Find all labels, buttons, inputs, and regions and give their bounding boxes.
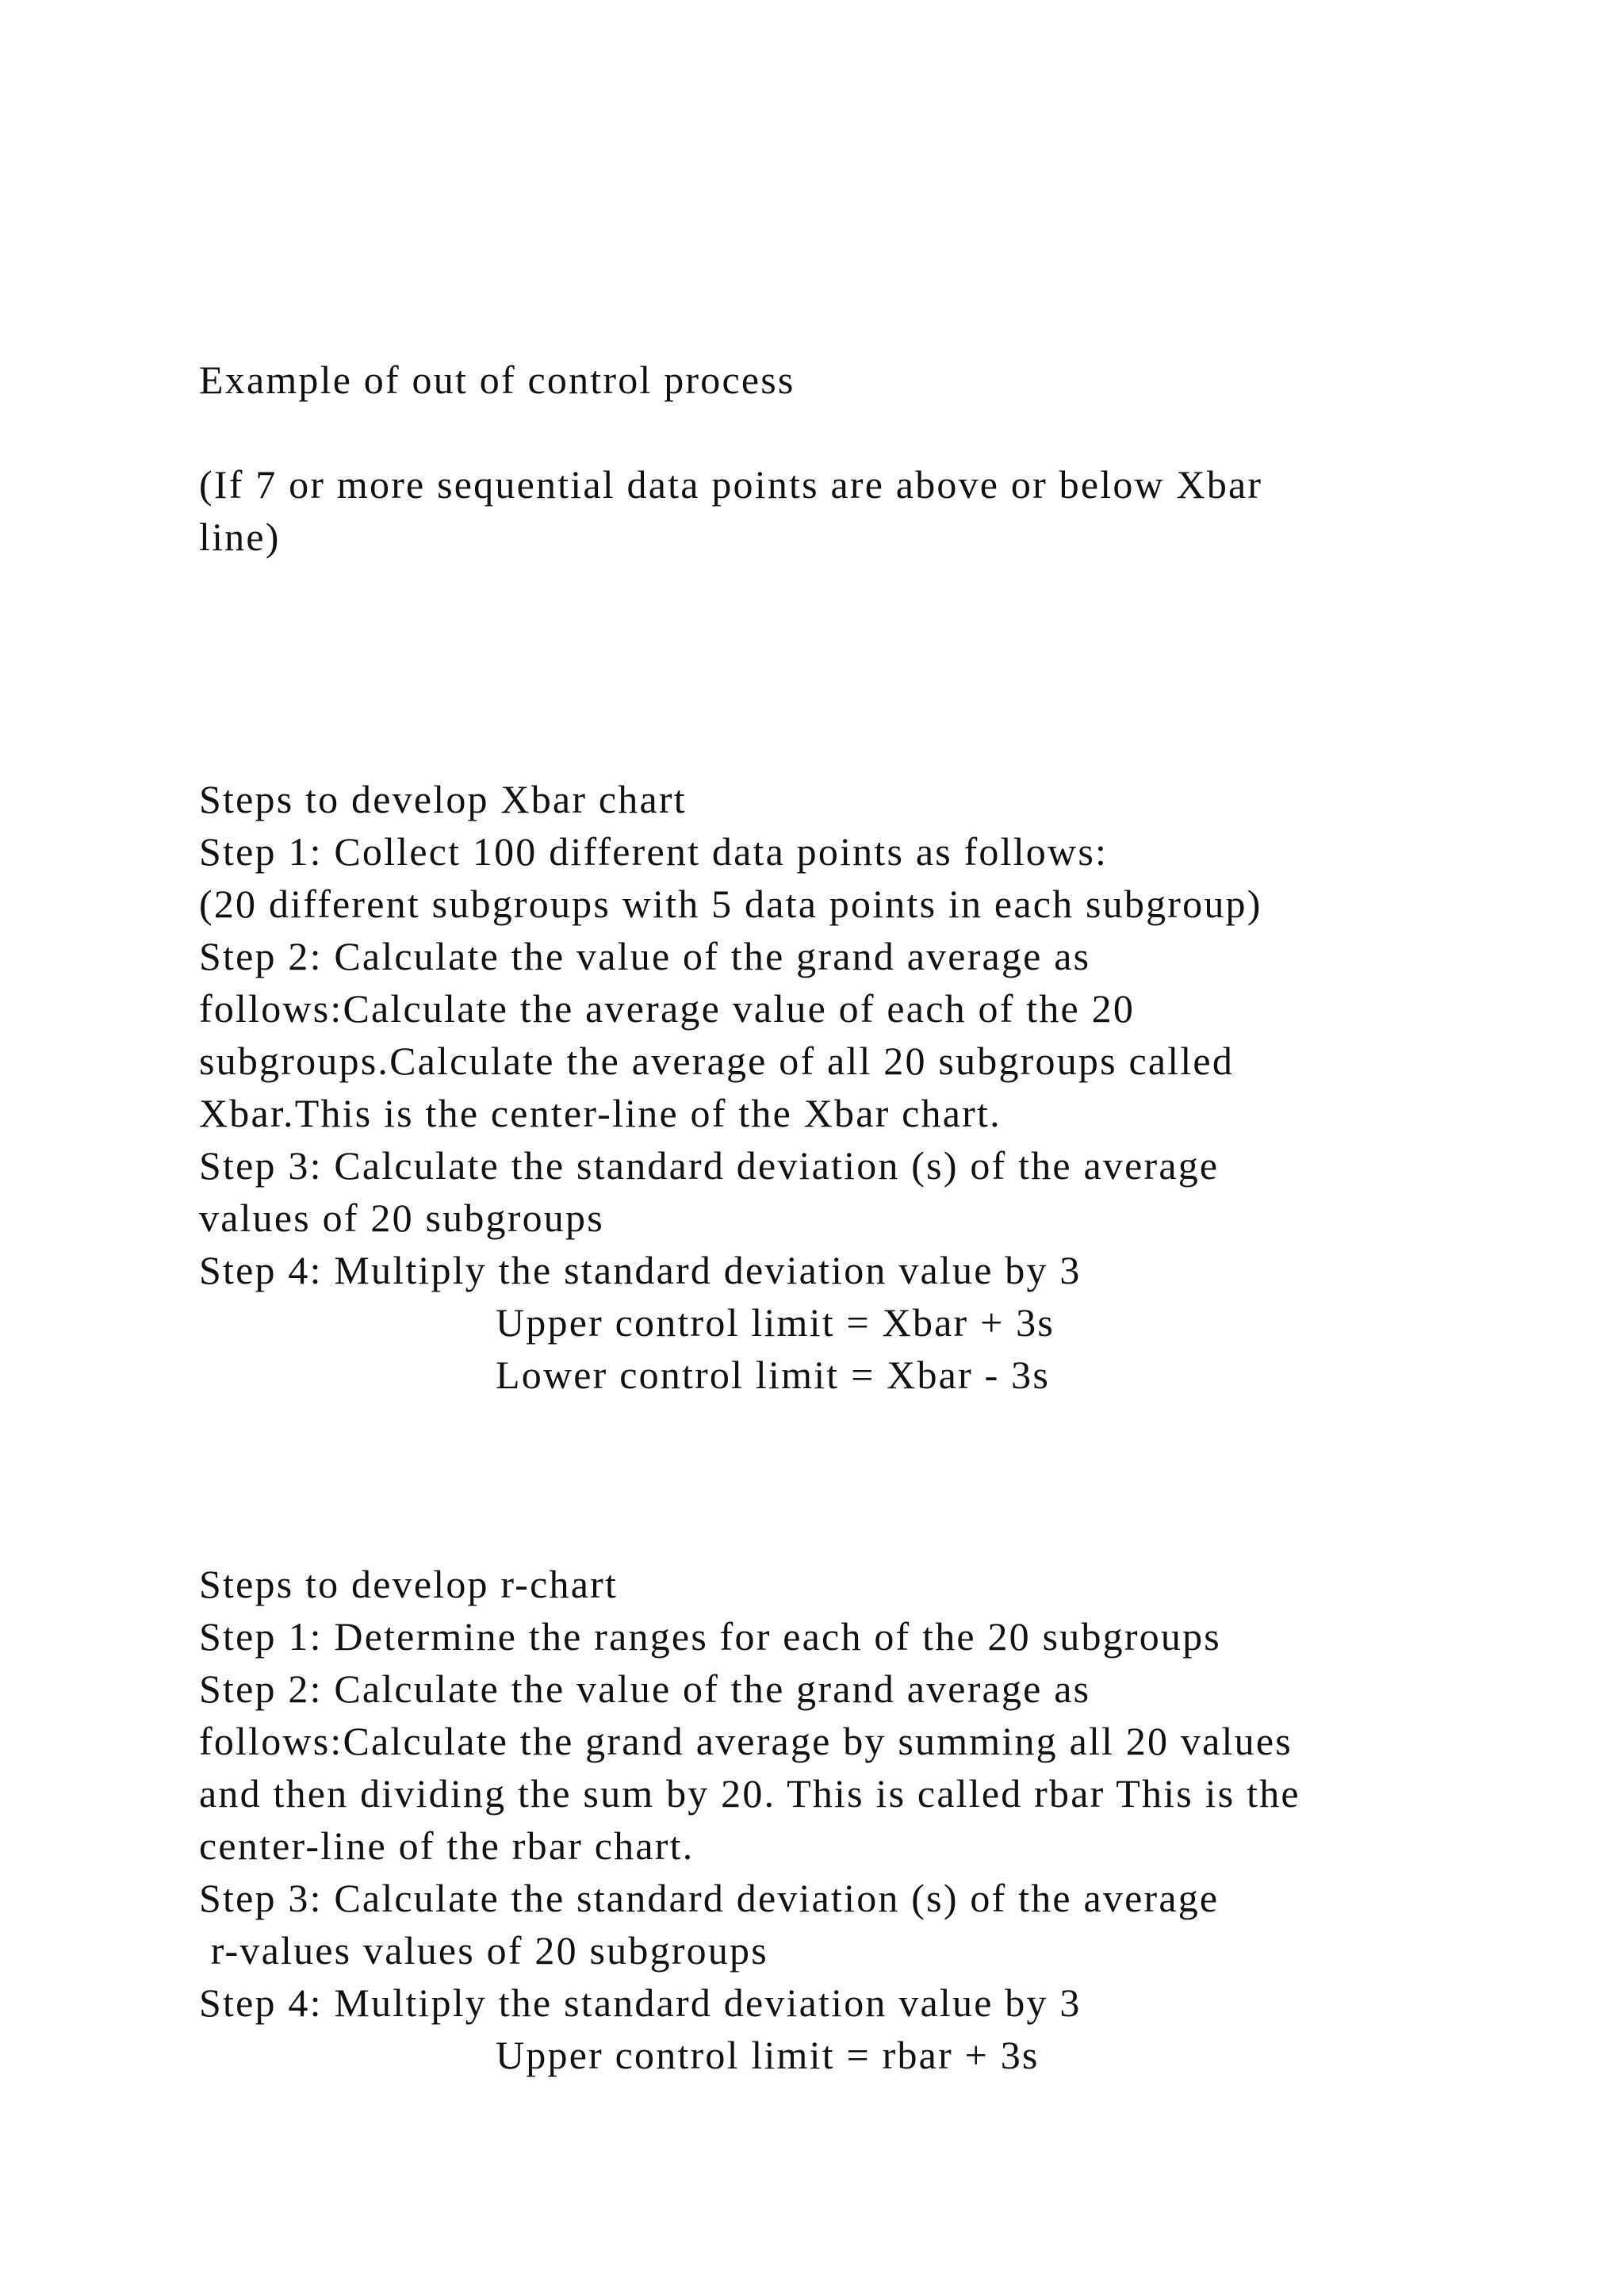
rchart-step-line: follows:Calculate the grand average by summing all 20 values bbox=[199, 1719, 1293, 1763]
xbar-step-line: Xbar.This is the center-line of the Xbar chart. bbox=[199, 1091, 1002, 1135]
rchart-step-line: center-line of the rbar chart. bbox=[199, 1823, 695, 1868]
note-line-1: (If 7 or more sequential data points are above or below Xbar bbox=[199, 462, 1263, 507]
note-line-2: line) bbox=[199, 515, 281, 559]
rchart-step-line: and then dividing the sum by 20. This is called rbar This is the bbox=[199, 1771, 1300, 1816]
rchart-step-line: r-values values of 20 subgroups bbox=[199, 1928, 768, 1973]
rchart-step-line: Step 3: Calculate the standard deviation (s) of the average bbox=[199, 1876, 1220, 1920]
xbar-step-line: (20 different subgroups with 5 data points in each subgroup) bbox=[199, 882, 1262, 926]
xbar-step-line: subgroups.Calculate the average of all 20 subgroups called bbox=[199, 1039, 1235, 1083]
xbar-upper-control-limit: Upper control limit = Xbar + 3s bbox=[496, 1300, 1055, 1345]
xbar-section-title: Steps to develop Xbar chart bbox=[199, 777, 687, 821]
xbar-step-line: Step 3: Calculate the standard deviation (s) of the average bbox=[199, 1143, 1220, 1188]
xbar-step-line: Step 1: Collect 100 different data points as follows: bbox=[199, 829, 1109, 874]
rchart-step-line: Step 4: Multiply the standard deviation value by 3 bbox=[199, 1980, 1082, 2025]
page-heading: Example of out of control process bbox=[199, 358, 795, 402]
xbar-lower-control-limit: Lower control limit = Xbar - 3s bbox=[496, 1353, 1051, 1397]
xbar-step-line: Step 4: Multiply the standard deviation value by 3 bbox=[199, 1248, 1082, 1292]
rchart-upper-control-limit: Upper control limit = rbar + 3s bbox=[496, 2033, 1040, 2077]
rchart-step-line: Step 1: Determine the ranges for each of the 20 subgroups bbox=[199, 1614, 1221, 1659]
xbar-step-line: Step 2: Calculate the value of the grand average as bbox=[199, 934, 1091, 978]
xbar-step-line: values of 20 subgroups bbox=[199, 1196, 604, 1240]
xbar-step-line: follows:Calculate the average value of each of the 20 bbox=[199, 986, 1136, 1031]
rchart-step-line: Step 2: Calculate the value of the grand average as bbox=[199, 1667, 1091, 1711]
rchart-section-title: Steps to develop r-chart bbox=[199, 1562, 619, 1606]
